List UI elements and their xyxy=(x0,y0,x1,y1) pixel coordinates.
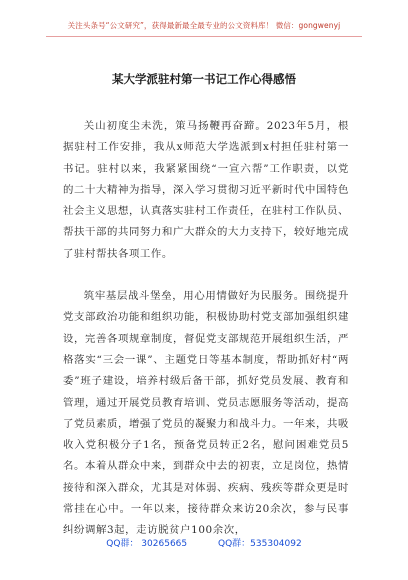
document-title: 某大学派驻村第一书记工作心得感悟 xyxy=(112,72,296,86)
footer-qq-group-1: QQ群： 30265665 xyxy=(106,539,188,549)
document-body xyxy=(63,116,349,542)
paragraph-1: 关山初度尘未洗，策马扬鞭再奋蹄。2023年5月，根据驻村工作安排，我从x师范大学选派到x村担任驻村第一书记。驻村以来，我紧紧围绕“一宣六帮”工作职责，以党的二十大精神为指导，深入学习贯彻习近平新时代中国特色社会主义思想，认真落实驻村工作责任，在驻村工作队员、帮扶干部的共同努力和广大群众的大力支持下，较好地完成了驻村帮扶各项工作。 xyxy=(63,120,349,260)
header-divider xyxy=(46,36,362,37)
paragraph-2: 筑牢基层战斗堡垒，用心用情做好为民服务。围绕提升党支部政治功能和组织功能，积极协助村党支部加强组织建设，完善各项规章制度，督促党支部规范开展组织生活，严格落实“三会一课”、主题党日等基本制度，帮助抓好村“两委”班子建设，培养村级后备干部，抓好党员发展、教育和管理，通过开展党员教育培训、党员志愿服务等活动，提高了党员素质，增强了党员的凝聚力和战斗力。一年来，共吸收入党积极分子1名，预备党员转正2名，慰问困难党员5名。本着从群众中来，到群众中去的初衷，立足岗位，热情接待和深入群众，尤其是对体弱、疾病、残疾等群众更是时常挂在心中。一年以来，接待群众来访20余次，参与民事纠纷调解3起，走访脱贫户100余次， xyxy=(63,290,349,537)
footer-contacts xyxy=(0,536,408,549)
header-notice: 关注头条号“公文研究”，获得最新最全最专业的公文资料库！ 微信：gongwenyj xyxy=(67,21,341,30)
footer-qq-group-2: QQ群：535304092 xyxy=(218,539,302,549)
